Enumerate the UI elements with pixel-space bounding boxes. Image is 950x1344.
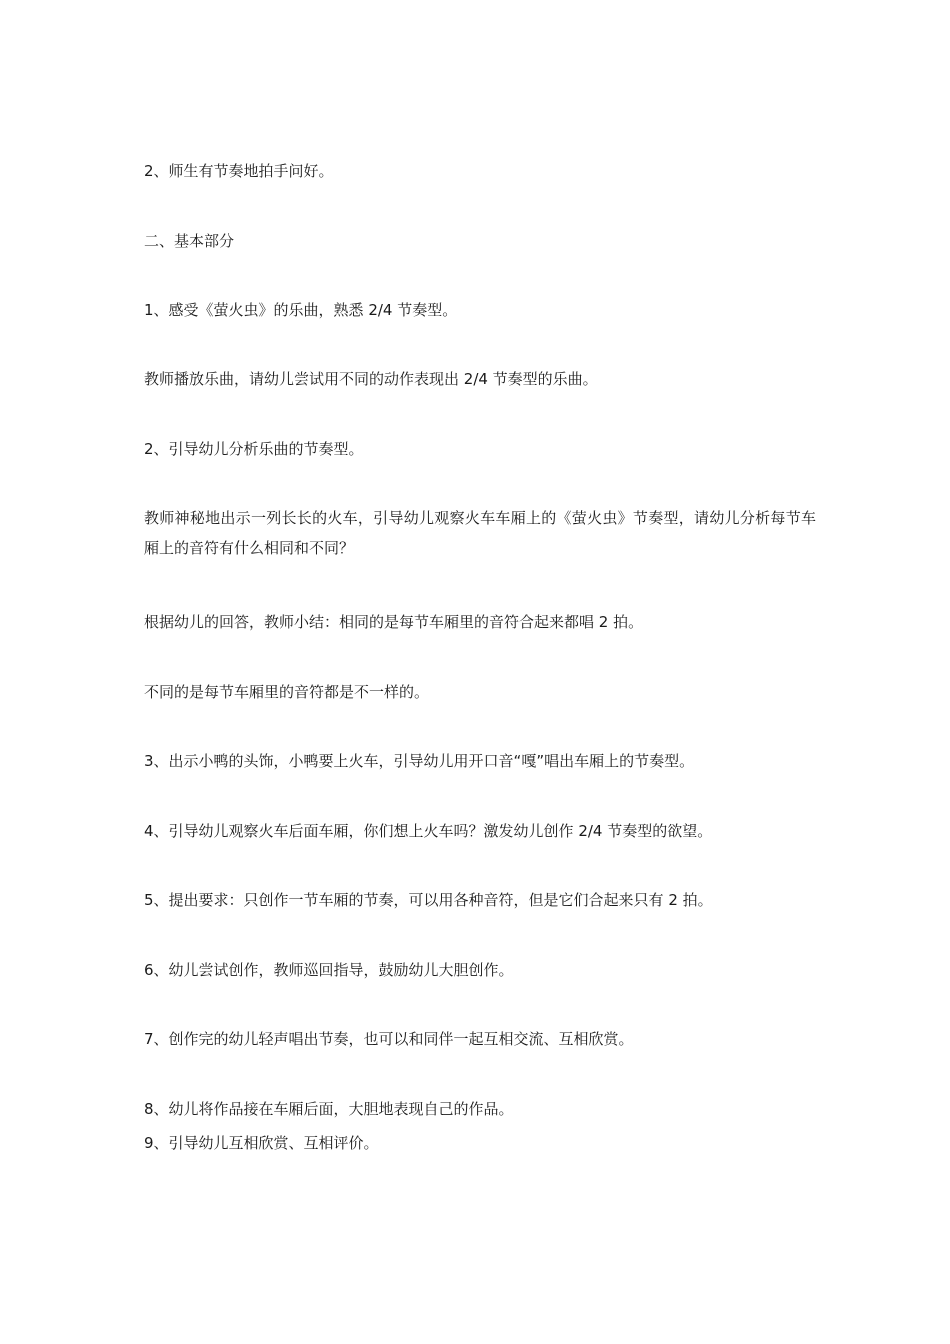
paragraph: 教师神秘地出示一列长长的火车，引导幼儿观察火车车厢上的《萤火虫》节奏型，请幼儿分析每节车厢上的音符有什么相同和不同？ xyxy=(144,509,816,557)
paragraph: 9、引导幼儿互相欣赏、互相评价。 xyxy=(144,1134,379,1152)
paragraph: 教师播放乐曲，请幼儿尝试用不同的动作表现出 2/4 节奏型的乐曲。 xyxy=(144,370,598,388)
paragraph: 7、创作完的幼儿轻声唱出节奏，也可以和同伴一起互相交流、互相欣赏。 xyxy=(144,1030,634,1048)
paragraph: 6、幼儿尝试创作，教师巡回指导，鼓励幼儿大胆创作。 xyxy=(144,961,514,979)
paragraph: 3、出示小鸭的头饰，小鸭要上火车，引导幼儿用开口音“嘎”唱出车厢上的节奏型。 xyxy=(144,752,695,770)
section-heading: 二、基本部分 xyxy=(144,232,235,250)
paragraph: 5、提出要求：只创作一节车厢的节奏，可以用各种音符，但是它们合起来只有 2 拍。 xyxy=(144,891,713,909)
paragraph: 根据幼儿的回答，教师小结：相同的是每节车厢里的音符合起来都唱 2 拍。 xyxy=(144,613,644,631)
paragraph: 不同的是每节车厢里的音符都是不一样的。 xyxy=(144,683,430,701)
paragraph: 4、引导幼儿观察火车后面车厢，你们想上火车吗？激发幼儿创作 2/4 节奏型的欲望。 xyxy=(144,822,713,840)
paragraph: 2、师生有节奏地拍手问好。 xyxy=(144,162,334,180)
paragraph: 2、引导幼儿分析乐曲的节奏型。 xyxy=(144,440,364,458)
paragraph: 1、感受《萤火虫》的乐曲，熟悉 2/4 节奏型。 xyxy=(144,301,458,319)
paragraph: 8、幼儿将作品接在车厢后面，大胆地表现自己的作品。 xyxy=(144,1100,514,1118)
